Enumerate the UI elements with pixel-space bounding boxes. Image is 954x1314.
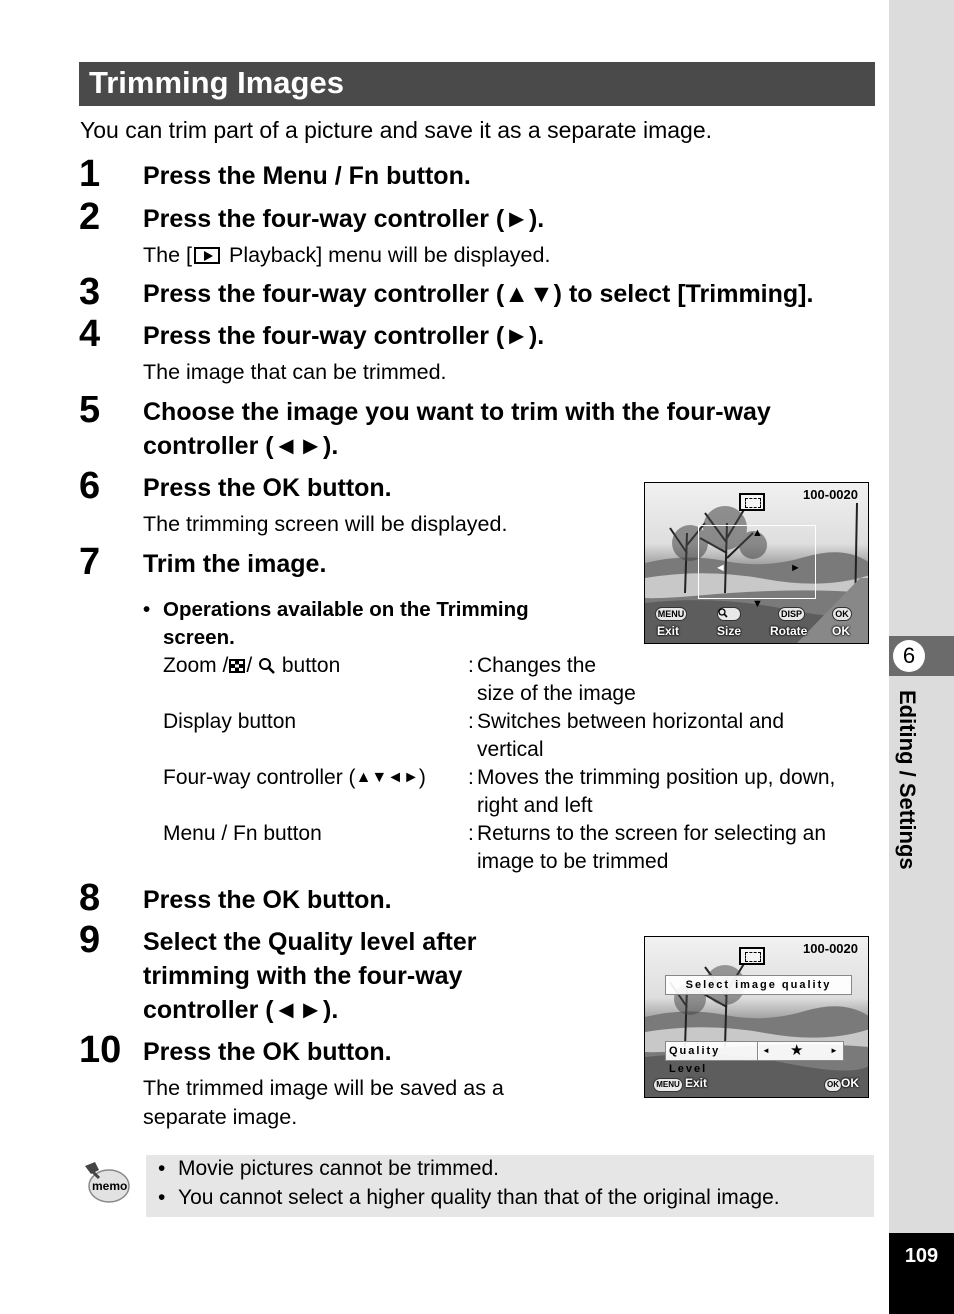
- operation-separator: :: [468, 654, 474, 677]
- step-text: Press the OK button.: [143, 886, 392, 914]
- operation-separator: :: [468, 822, 474, 845]
- operation-label: [163, 764, 426, 792]
- menu-pill: MENU: [653, 1078, 683, 1092]
- step-note: The trimmed image will be saved as a: [143, 1076, 504, 1100]
- chapter-title: Editing / Settings: [895, 690, 920, 870]
- step-number: 4: [79, 313, 101, 355]
- trimming-screen-image: [644, 482, 869, 644]
- heading-line: screen.: [163, 626, 235, 649]
- down-arrow-icon: ▼: [752, 598, 763, 610]
- quality-screen-image: [644, 936, 869, 1098]
- intro-text: You can trim part of a picture and save it as a separate image.: [80, 117, 713, 143]
- quality-prompt: Select image quality: [665, 975, 852, 995]
- operation-description: [477, 764, 867, 820]
- page-title: Trimming Images: [79, 62, 875, 106]
- playback-icon: [194, 247, 220, 264]
- label-part: Four-way controller (: [163, 766, 356, 789]
- direction-arrows: ▲▼◄►: [355, 769, 419, 786]
- memo-icon: [83, 1160, 131, 1211]
- ok-label: OK: [832, 624, 850, 638]
- memo-badge: [83, 1160, 131, 1206]
- step-number: 8: [79, 877, 101, 919]
- description-line: Switches between horizontal and: [477, 710, 785, 733]
- operation-description: [477, 708, 867, 764]
- description-line: vertical: [477, 738, 544, 761]
- step-text: controller (◄►).: [143, 996, 339, 1024]
- right-arrow-icon: ►: [790, 562, 801, 574]
- menu-pill: MENU: [655, 607, 687, 621]
- trimming-icon: [739, 947, 765, 965]
- operation-separator: :: [468, 710, 474, 733]
- operation-label: Menu / Fn button: [163, 822, 322, 845]
- page-number: 109: [889, 1233, 954, 1314]
- size-label: Size: [717, 624, 742, 638]
- operation-description: [477, 820, 867, 876]
- step-text: Select the Quality level after: [143, 928, 477, 956]
- step-number: 7: [79, 541, 101, 583]
- step-note: separate image.: [143, 1105, 298, 1129]
- description-line: size of the image: [477, 682, 636, 705]
- rotate-label: Rotate: [770, 624, 808, 638]
- bullet: •: [158, 1157, 166, 1180]
- step-number: 6: [79, 465, 101, 507]
- operation-label: [163, 652, 340, 680]
- chapter-number: 6: [893, 640, 925, 672]
- memo-item: [158, 1154, 499, 1183]
- note-part: The [: [143, 243, 192, 267]
- file-number: 100-0020: [803, 941, 858, 956]
- disp-pill: DISP: [778, 607, 805, 621]
- description-line: image to be trimmed: [477, 850, 669, 873]
- heading-line: Operations available on the Trimming: [163, 598, 529, 621]
- operation-label: Display button: [163, 710, 297, 733]
- up-arrow-icon: ▲: [752, 527, 763, 539]
- left-arrow-icon: ◄: [715, 562, 726, 574]
- step-text: Choose the image you want to trim with the four-way: [143, 398, 771, 426]
- memo-label: memo: [92, 1179, 128, 1193]
- memo-text: Movie pictures cannot be trimmed.: [178, 1157, 499, 1180]
- label-part: /: [246, 654, 259, 677]
- magnifier-icon: [718, 608, 728, 618]
- step-text: Press the OK button.: [143, 474, 392, 502]
- quality-level-label: Quality Level: [665, 1041, 760, 1061]
- label-part: ): [418, 766, 426, 789]
- step-number: 3: [79, 271, 101, 313]
- step-note: The image that can be trimmed.: [143, 360, 447, 384]
- description-line: Changes the: [477, 654, 597, 677]
- step-text: trimming with the four-way: [143, 962, 463, 990]
- step-number: 9: [79, 919, 101, 961]
- left-arrow-icon: ◄: [762, 1046, 770, 1055]
- step-text: Press the four-way controller (▲▼) to select [Trimming].: [143, 280, 814, 308]
- step-number: 10: [79, 1029, 122, 1071]
- ok-pill: OK: [832, 607, 852, 621]
- quality-selector: [757, 1041, 844, 1061]
- description-line: Moves the trimming position up, down,: [477, 766, 836, 789]
- exit-label: Exit: [657, 624, 680, 638]
- thumbnail-grid-icon: [228, 658, 246, 674]
- operation-description: [477, 652, 867, 708]
- bullet: •: [158, 1186, 166, 1209]
- star-icon: ★: [790, 1042, 804, 1059]
- step-text: Press the Menu / Fn button.: [143, 162, 471, 190]
- note-part: Playback] menu will be displayed.: [223, 243, 551, 267]
- step-number: 1: [79, 153, 101, 195]
- memo-item: [158, 1183, 780, 1212]
- description-line: Returns to the screen for selecting an: [477, 822, 827, 845]
- bullet: •: [143, 598, 151, 621]
- step-text: Press the OK button.: [143, 1038, 392, 1066]
- exit-label: Exit: [685, 1076, 708, 1090]
- step-text: controller (◄►).: [143, 432, 339, 460]
- step-text: Press the four-way controller (►).: [143, 205, 545, 233]
- memo-text: You cannot select a higher quality than that of the original image.: [178, 1186, 780, 1209]
- ok-pill: OK: [824, 1078, 842, 1092]
- step-number: 5: [79, 389, 101, 431]
- ok-label: OK: [841, 1076, 859, 1090]
- zoom-pill: [717, 607, 741, 621]
- step-text: Trim the image.: [143, 550, 327, 578]
- step-note: [143, 241, 550, 270]
- step-note: The trimming screen will be displayed.: [143, 512, 508, 536]
- label-part: button: [276, 654, 341, 677]
- file-number: 100-0020: [803, 487, 858, 502]
- operation-separator: :: [468, 766, 474, 789]
- step-number: 2: [79, 196, 101, 238]
- right-arrow-icon: ►: [830, 1046, 838, 1055]
- description-line: right and left: [477, 794, 593, 817]
- operations-heading: [143, 596, 529, 652]
- label-part: Zoom /: [163, 654, 229, 677]
- magnifier-icon: [258, 657, 276, 675]
- trimming-icon: [739, 493, 765, 511]
- step-text: Press the four-way controller (►).: [143, 322, 545, 350]
